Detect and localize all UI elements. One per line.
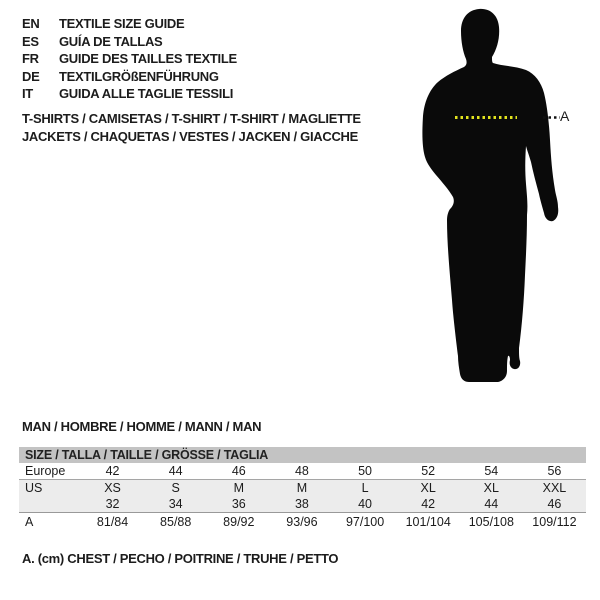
table-cell: M: [233, 481, 245, 495]
row-label: US: [25, 481, 43, 495]
table-cell: XXL: [542, 481, 567, 495]
table-cell: S: [171, 481, 180, 495]
table-cell: 44: [168, 464, 183, 478]
man-silhouette-shape: [422, 9, 558, 382]
table-cell: M: [296, 481, 308, 495]
table-cell: 56: [547, 464, 562, 478]
table-cell: 109/112: [532, 515, 577, 529]
language-code: EN: [22, 16, 40, 32]
table-row-us-numbers: [19, 496, 586, 513]
table-cell: 36: [231, 497, 246, 511]
table-cell: 48: [294, 464, 309, 478]
language-code: FR: [22, 51, 39, 67]
row-label: A: [25, 515, 34, 529]
table-cell: 42: [421, 497, 436, 511]
row-label: Europe: [25, 464, 66, 478]
table-cell: 42: [105, 464, 120, 478]
table-header: SIZE / TALLA / TAILLE / GRÖSSE / TAGLIA: [19, 447, 586, 463]
language-title: TEXTILE SIZE GUIDE: [59, 16, 185, 32]
table-cell: 101/104: [405, 515, 451, 529]
section-title: MAN / HOMBRE / HOMME / MANN / MAN: [22, 419, 262, 434]
table-cell: 54: [484, 464, 499, 478]
measurement-footnote: A. (cm) CHEST / PECHO / POITRINE / TRUHE / PETTO: [22, 551, 339, 566]
table-cell: 89/92: [223, 515, 255, 529]
table-cell: 81/84: [96, 515, 129, 529]
table-cell: 85/88: [160, 515, 192, 529]
table-cell: L: [361, 481, 369, 495]
table-cell: 38: [294, 497, 309, 511]
table-cell: 44: [484, 497, 499, 511]
table-row-us-letters: [19, 480, 586, 496]
language-code: ES: [22, 33, 39, 49]
table-row-europe: [19, 463, 586, 480]
language-title: GUIDE DES TAILLES TEXTILE: [59, 51, 237, 67]
table-cell: 46: [547, 497, 562, 511]
language-code: IT: [22, 86, 33, 102]
measurement-label-a: A: [560, 108, 570, 124]
table-cell: 34: [168, 497, 183, 511]
table-cell: XL: [483, 481, 499, 495]
table-cell: 52: [421, 464, 436, 478]
language-title: GUIDA ALLE TAGLIE TESSILI: [59, 86, 234, 102]
table-cell: XL: [420, 481, 436, 495]
table-cell: 97/100: [345, 515, 385, 529]
table-cell: 105/108: [468, 515, 514, 529]
table-cell: 46: [231, 464, 246, 478]
size-table: [19, 447, 586, 531]
table-cell: 50: [358, 464, 373, 478]
table-cell: 93/96: [286, 515, 318, 529]
table-cell: XS: [104, 481, 121, 495]
table-row-chest-cm: [19, 513, 586, 531]
table-cell: 32: [105, 497, 120, 511]
man-silhouette: [405, 0, 570, 395]
product-category-jackets: JACKETS / CHAQUETAS / VESTES / JACKEN / GIACCHE: [22, 128, 358, 144]
language-code: DE: [22, 68, 40, 84]
language-title: GUÍA DE TALLAS: [59, 33, 163, 49]
language-title: TEXTILGRÖßENFÜHRUNG: [59, 68, 219, 84]
table-cell: 40: [358, 497, 373, 511]
product-category-tshirts: T-SHIRTS / CAMISETAS / T-SHIRT / T-SHIRT / MAGLIETTE: [22, 111, 361, 126]
